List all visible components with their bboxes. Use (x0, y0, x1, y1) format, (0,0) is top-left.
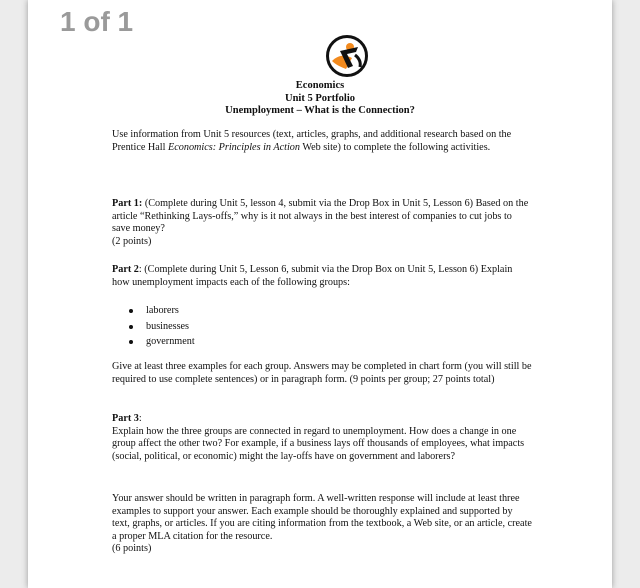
heading-subject: Economics (295, 80, 345, 91)
list-item: government (112, 334, 532, 350)
part2-section (112, 264, 532, 289)
economics-runner-logo-icon (325, 34, 369, 78)
part1-text: (Complete during Unit 5, lesson 4, submit via the Drop Box in Unit 5, Lesson 6) Based on the article “Rethinking Lays-offs,” why is it not always in the best interest of companies to cut jobs to save money? (112, 198, 529, 235)
part3-colon: : (138, 413, 142, 424)
part2-group-list (112, 303, 532, 350)
list-item: businesses (112, 319, 532, 335)
part2-instructions (112, 361, 532, 386)
intro-text-end: Web site) to complete the following activities. (299, 141, 491, 153)
heading-unit: Unit 5 Portfolio (285, 92, 355, 104)
part3-points: (6 points) (112, 543, 152, 555)
intro-paragraph (112, 129, 532, 154)
part2-text: : (Complete during Unit 5, Lesson 6, submit via the Drop Box on Unit 5, Lesson 6) Explain how unemployment impacts each of the following groups: (112, 264, 513, 288)
part3-answer-text: Your answer should be written in paragraph form. A well-written response will include at least three examples to support your answer. Each example should be thoroughly explained and supported by text, graphs, or articles. If you are citing information from the textbook, a Web site, or an article, create a proper MLA citation for the resource. (112, 493, 532, 542)
part2-label: Part 2 (112, 264, 139, 275)
part1-label: Part 1: (112, 198, 143, 209)
part2-followup: Give at least three examples for each group. Answers may be completed in chart form (you will still be required to use complete sentences) or in paragraph form. (9 points per group; 27 points total) (112, 361, 532, 385)
document-heading (28, 80, 612, 118)
part3-section (112, 413, 532, 463)
part3-answer-section (112, 493, 532, 556)
part3-text: Explain how the three groups are connected in regard to unemployment. How does a change in one group affect the other two? For example, if a business lays off thousands of employees, what impacts (social, political, or economic) might the lay-offs have on government and laborers? (112, 425, 525, 462)
heading-title: Unemployment – What is the Connection? (225, 105, 415, 116)
intro-book-title: Economics: Principles in Action (168, 141, 300, 153)
page-counter: 1 of 1 (60, 6, 134, 37)
intro-text: Use information from Unit 5 resources (text, articles, graphs, and additional research based on the Prentice Hall (112, 129, 512, 153)
part1-section (112, 198, 532, 248)
part1-points: (2 points) (112, 235, 152, 247)
list-item: laborers (112, 303, 532, 319)
document-page[interactable] (28, 0, 612, 588)
part3-label: Part 3 (112, 413, 139, 424)
